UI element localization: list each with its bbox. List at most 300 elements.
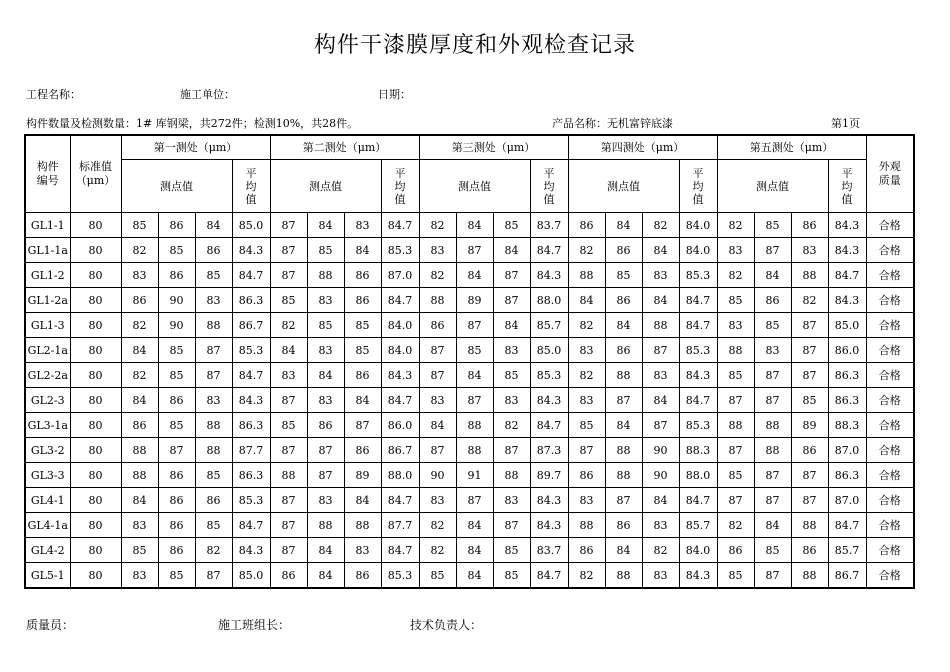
average-value-cell: 84.3 bbox=[530, 488, 568, 513]
table-row bbox=[25, 388, 914, 413]
appearance-quality-cell: 合格 bbox=[866, 313, 914, 338]
point-value-cell: 88 bbox=[605, 438, 642, 463]
point-value-cell: 82 bbox=[121, 363, 158, 388]
point-value-cell: 83 bbox=[195, 388, 232, 413]
average-value-cell: 84.7 bbox=[381, 388, 419, 413]
construction-unit-label: 施工单位： bbox=[180, 88, 235, 101]
point-value-cell: 87 bbox=[605, 388, 642, 413]
point-value-cell: 87 bbox=[754, 363, 791, 388]
point-value-cell: 85 bbox=[754, 538, 791, 563]
average-value-cell: 86.7 bbox=[232, 313, 270, 338]
point-value-cell: 83 bbox=[307, 388, 344, 413]
point-value-cell: 88 bbox=[717, 338, 754, 363]
point-value-cell: 83 bbox=[307, 288, 344, 313]
appearance-quality-cell: 合格 bbox=[866, 238, 914, 263]
appearance-quality-cell: 合格 bbox=[866, 488, 914, 513]
point-value-cell: 87 bbox=[419, 363, 456, 388]
average-value-cell: 86.3 bbox=[232, 288, 270, 313]
point-value-cell: 87 bbox=[270, 538, 307, 563]
average-value-cell: 86.3 bbox=[828, 363, 866, 388]
point-value-cell: 86 bbox=[754, 288, 791, 313]
point-value-cell: 84 bbox=[307, 213, 344, 238]
header-points-2: 测点值 bbox=[270, 160, 381, 213]
point-value-cell: 87 bbox=[493, 263, 530, 288]
point-value-cell: 85 bbox=[307, 238, 344, 263]
point-value-cell: 83 bbox=[642, 513, 679, 538]
point-value-cell: 87 bbox=[717, 438, 754, 463]
point-value-cell: 87 bbox=[307, 463, 344, 488]
appearance-quality-cell: 合格 bbox=[866, 563, 914, 589]
average-value-cell: 88.3 bbox=[679, 438, 717, 463]
point-value-cell: 85 bbox=[195, 263, 232, 288]
point-value-cell: 82 bbox=[195, 538, 232, 563]
point-value-cell: 86 bbox=[121, 288, 158, 313]
table-row bbox=[25, 463, 914, 488]
member-id-cell: GL1-2a bbox=[25, 288, 70, 313]
point-value-cell: 87 bbox=[158, 438, 195, 463]
point-value-cell: 87 bbox=[754, 463, 791, 488]
point-value-cell: 85 bbox=[493, 213, 530, 238]
point-value-cell: 83 bbox=[754, 338, 791, 363]
standard-value-cell: 80 bbox=[70, 238, 121, 263]
appearance-quality-cell: 合格 bbox=[866, 213, 914, 238]
point-value-cell: 83 bbox=[121, 563, 158, 589]
average-value-cell: 84.7 bbox=[381, 288, 419, 313]
point-value-cell: 87 bbox=[270, 513, 307, 538]
point-value-cell: 87 bbox=[270, 488, 307, 513]
average-value-cell: 87.0 bbox=[828, 488, 866, 513]
point-value-cell: 87 bbox=[568, 438, 605, 463]
member-id-cell: GL3-1a bbox=[25, 413, 70, 438]
average-value-cell: 85.7 bbox=[679, 513, 717, 538]
average-value-cell: 86.0 bbox=[828, 338, 866, 363]
point-value-cell: 84 bbox=[642, 288, 679, 313]
point-value-cell: 88 bbox=[121, 463, 158, 488]
average-value-cell: 84.7 bbox=[679, 288, 717, 313]
inspection-table bbox=[24, 134, 915, 589]
point-value-cell: 88 bbox=[568, 513, 605, 538]
point-value-cell: 85 bbox=[195, 463, 232, 488]
average-value-cell: 84.7 bbox=[381, 213, 419, 238]
point-value-cell: 85 bbox=[493, 363, 530, 388]
appearance-quality-cell: 合格 bbox=[866, 263, 914, 288]
header-group-5: 第五测处（μm） bbox=[717, 135, 866, 160]
point-value-cell: 88 bbox=[195, 313, 232, 338]
point-value-cell: 84 bbox=[642, 388, 679, 413]
average-value-cell: 84.3 bbox=[828, 213, 866, 238]
point-value-cell: 83 bbox=[195, 288, 232, 313]
point-value-cell: 86 bbox=[791, 438, 828, 463]
standard-value-cell: 80 bbox=[70, 213, 121, 238]
table-row bbox=[25, 263, 914, 288]
average-value-cell: 86.0 bbox=[381, 413, 419, 438]
point-value-cell: 86 bbox=[717, 538, 754, 563]
average-value-cell: 85.0 bbox=[232, 213, 270, 238]
point-value-cell: 87 bbox=[195, 363, 232, 388]
point-value-cell: 87 bbox=[270, 388, 307, 413]
point-value-cell: 83 bbox=[270, 363, 307, 388]
average-value-cell: 84.3 bbox=[381, 363, 419, 388]
point-value-cell: 85 bbox=[754, 313, 791, 338]
point-value-cell: 87 bbox=[754, 388, 791, 413]
appearance-quality-cell: 合格 bbox=[866, 338, 914, 363]
average-value-cell: 85.3 bbox=[679, 338, 717, 363]
point-value-cell: 83 bbox=[717, 313, 754, 338]
point-value-cell: 84 bbox=[307, 563, 344, 589]
point-value-cell: 84 bbox=[307, 538, 344, 563]
standard-value-cell: 80 bbox=[70, 263, 121, 288]
point-value-cell: 85 bbox=[270, 413, 307, 438]
point-value-cell: 86 bbox=[121, 413, 158, 438]
average-value-cell: 86.3 bbox=[828, 388, 866, 413]
member-id-cell: GL4-1 bbox=[25, 488, 70, 513]
member-id-cell: GL1-1a bbox=[25, 238, 70, 263]
table-row bbox=[25, 513, 914, 538]
average-value-cell: 87.0 bbox=[381, 263, 419, 288]
point-value-cell: 83 bbox=[419, 488, 456, 513]
point-value-cell: 85 bbox=[344, 313, 381, 338]
average-value-cell: 84.7 bbox=[828, 263, 866, 288]
standard-value-cell: 80 bbox=[70, 538, 121, 563]
appearance-quality-cell: 合格 bbox=[866, 363, 914, 388]
point-value-cell: 86 bbox=[270, 563, 307, 589]
average-value-cell: 84.7 bbox=[232, 263, 270, 288]
appearance-quality-cell: 合格 bbox=[866, 463, 914, 488]
product-name: 产品名称：无机富锌底漆 bbox=[552, 117, 673, 130]
point-value-cell: 88 bbox=[605, 463, 642, 488]
point-value-cell: 85 bbox=[717, 563, 754, 589]
point-value-cell: 85 bbox=[158, 238, 195, 263]
standard-value-cell: 80 bbox=[70, 388, 121, 413]
point-value-cell: 88 bbox=[307, 263, 344, 288]
point-value-cell: 86 bbox=[195, 488, 232, 513]
average-value-cell: 84.7 bbox=[679, 313, 717, 338]
average-value-cell: 84.3 bbox=[232, 388, 270, 413]
table-row bbox=[25, 213, 914, 238]
point-value-cell: 86 bbox=[344, 288, 381, 313]
point-value-cell: 87 bbox=[754, 238, 791, 263]
average-value-cell: 84.3 bbox=[679, 563, 717, 589]
point-value-cell: 86 bbox=[307, 413, 344, 438]
standard-value-cell: 80 bbox=[70, 513, 121, 538]
header-avg-5: 平均值 bbox=[828, 160, 866, 213]
page-title: 构件干漆膜厚度和外观检查记录 bbox=[313, 33, 636, 58]
point-value-cell: 85 bbox=[717, 463, 754, 488]
average-value-cell: 85.3 bbox=[530, 363, 568, 388]
point-value-cell: 90 bbox=[158, 288, 195, 313]
member-id-cell: GL2-1a bbox=[25, 338, 70, 363]
point-value-cell: 87 bbox=[419, 338, 456, 363]
average-value-cell: 84.3 bbox=[530, 263, 568, 288]
header-avg-2: 平均值 bbox=[381, 160, 419, 213]
point-value-cell: 87 bbox=[791, 338, 828, 363]
point-value-cell: 82 bbox=[791, 288, 828, 313]
average-value-cell: 87.3 bbox=[530, 438, 568, 463]
average-value-cell: 86.3 bbox=[232, 413, 270, 438]
table-row bbox=[25, 488, 914, 513]
member-id-cell: GL2-3 bbox=[25, 388, 70, 413]
point-value-cell: 88 bbox=[419, 288, 456, 313]
average-value-cell: 85.7 bbox=[530, 313, 568, 338]
point-value-cell: 88 bbox=[754, 438, 791, 463]
standard-value-cell: 80 bbox=[70, 288, 121, 313]
point-value-cell: 87 bbox=[791, 463, 828, 488]
point-value-cell: 82 bbox=[717, 513, 754, 538]
member-id-cell: GL1-3 bbox=[25, 313, 70, 338]
appearance-quality-cell: 合格 bbox=[866, 288, 914, 313]
point-value-cell: 85 bbox=[158, 363, 195, 388]
point-value-cell: 84 bbox=[456, 538, 493, 563]
average-value-cell: 83.7 bbox=[530, 213, 568, 238]
point-value-cell: 84 bbox=[344, 388, 381, 413]
point-value-cell: 82 bbox=[642, 213, 679, 238]
point-value-cell: 82 bbox=[121, 313, 158, 338]
point-value-cell: 88 bbox=[344, 513, 381, 538]
point-value-cell: 88 bbox=[642, 313, 679, 338]
table-row bbox=[25, 338, 914, 363]
point-value-cell: 84 bbox=[419, 413, 456, 438]
point-value-cell: 83 bbox=[568, 488, 605, 513]
point-value-cell: 85 bbox=[605, 263, 642, 288]
point-value-cell: 91 bbox=[456, 463, 493, 488]
point-value-cell: 83 bbox=[642, 363, 679, 388]
member-id-cell: GL3-3 bbox=[25, 463, 70, 488]
average-value-cell: 85.0 bbox=[828, 313, 866, 338]
point-value-cell: 82 bbox=[419, 213, 456, 238]
average-value-cell: 84.7 bbox=[381, 488, 419, 513]
header-points-4: 测点值 bbox=[568, 160, 679, 213]
point-value-cell: 86 bbox=[158, 488, 195, 513]
date-label: 日期： bbox=[378, 88, 411, 101]
point-value-cell: 88 bbox=[568, 263, 605, 288]
point-value-cell: 85 bbox=[121, 538, 158, 563]
point-value-cell: 87 bbox=[270, 263, 307, 288]
point-value-cell: 86 bbox=[195, 238, 232, 263]
average-value-cell: 84.3 bbox=[679, 363, 717, 388]
point-value-cell: 88 bbox=[270, 463, 307, 488]
point-value-cell: 90 bbox=[642, 463, 679, 488]
point-value-cell: 85 bbox=[754, 213, 791, 238]
point-value-cell: 87 bbox=[791, 313, 828, 338]
point-value-cell: 83 bbox=[344, 213, 381, 238]
tech-lead-label: 技术负责人： bbox=[410, 618, 483, 632]
point-value-cell: 86 bbox=[158, 463, 195, 488]
point-value-cell: 87 bbox=[493, 513, 530, 538]
member-id-cell: GL4-1a bbox=[25, 513, 70, 538]
average-value-cell: 86.3 bbox=[828, 463, 866, 488]
point-value-cell: 85 bbox=[158, 413, 195, 438]
point-value-cell: 85 bbox=[158, 563, 195, 589]
average-value-cell: 84.7 bbox=[232, 513, 270, 538]
point-value-cell: 84 bbox=[754, 513, 791, 538]
member-id-cell: GL4-2 bbox=[25, 538, 70, 563]
header-points-1: 测点值 bbox=[121, 160, 232, 213]
point-value-cell: 82 bbox=[270, 313, 307, 338]
point-value-cell: 87 bbox=[717, 388, 754, 413]
average-value-cell: 85.0 bbox=[530, 338, 568, 363]
table-row bbox=[25, 438, 914, 463]
table-row bbox=[25, 288, 914, 313]
point-value-cell: 86 bbox=[419, 313, 456, 338]
point-value-cell: 84 bbox=[754, 263, 791, 288]
point-value-cell: 85 bbox=[568, 413, 605, 438]
point-value-cell: 84 bbox=[456, 363, 493, 388]
point-value-cell: 86 bbox=[791, 538, 828, 563]
point-value-cell: 84 bbox=[121, 388, 158, 413]
point-value-cell: 87 bbox=[717, 488, 754, 513]
point-value-cell: 82 bbox=[419, 513, 456, 538]
average-value-cell: 85.3 bbox=[679, 413, 717, 438]
point-value-cell: 84 bbox=[307, 363, 344, 388]
average-value-cell: 84.7 bbox=[530, 563, 568, 589]
average-value-cell: 87.0 bbox=[828, 438, 866, 463]
header-group-3: 第三测处（μm） bbox=[419, 135, 568, 160]
member-id-cell: GL2-2a bbox=[25, 363, 70, 388]
appearance-quality-cell: 合格 bbox=[866, 388, 914, 413]
header-points-5: 测点值 bbox=[717, 160, 828, 213]
point-value-cell: 87 bbox=[456, 313, 493, 338]
average-value-cell: 87.7 bbox=[381, 513, 419, 538]
point-value-cell: 89 bbox=[791, 413, 828, 438]
average-value-cell: 88.3 bbox=[828, 413, 866, 438]
standard-value-cell: 80 bbox=[70, 438, 121, 463]
point-value-cell: 84 bbox=[344, 238, 381, 263]
point-value-cell: 87 bbox=[493, 438, 530, 463]
header-appearance: 外观质量 bbox=[866, 135, 914, 213]
point-value-cell: 87 bbox=[344, 413, 381, 438]
average-value-cell: 84.3 bbox=[530, 513, 568, 538]
point-value-cell: 87 bbox=[456, 488, 493, 513]
point-value-cell: 87 bbox=[605, 488, 642, 513]
point-value-cell: 88 bbox=[456, 438, 493, 463]
point-value-cell: 86 bbox=[158, 213, 195, 238]
point-value-cell: 88 bbox=[717, 413, 754, 438]
point-value-cell: 83 bbox=[493, 488, 530, 513]
point-value-cell: 88 bbox=[195, 438, 232, 463]
average-value-cell: 85.3 bbox=[232, 488, 270, 513]
point-value-cell: 87 bbox=[642, 338, 679, 363]
point-value-cell: 82 bbox=[717, 263, 754, 288]
average-value-cell: 84.3 bbox=[232, 538, 270, 563]
average-value-cell: 84.3 bbox=[828, 238, 866, 263]
point-value-cell: 86 bbox=[158, 513, 195, 538]
point-value-cell: 88 bbox=[605, 563, 642, 589]
point-value-cell: 84 bbox=[605, 313, 642, 338]
point-value-cell: 86 bbox=[568, 213, 605, 238]
point-value-cell: 84 bbox=[493, 313, 530, 338]
point-value-cell: 86 bbox=[158, 538, 195, 563]
average-value-cell: 84.3 bbox=[232, 238, 270, 263]
point-value-cell: 85 bbox=[717, 288, 754, 313]
point-value-cell: 87 bbox=[195, 563, 232, 589]
point-value-cell: 84 bbox=[270, 338, 307, 363]
standard-value-cell: 80 bbox=[70, 563, 121, 589]
point-value-cell: 84 bbox=[642, 238, 679, 263]
average-value-cell: 86.3 bbox=[232, 463, 270, 488]
average-value-cell: 88.0 bbox=[530, 288, 568, 313]
average-value-cell: 85.3 bbox=[381, 563, 419, 589]
point-value-cell: 82 bbox=[121, 238, 158, 263]
standard-value-cell: 80 bbox=[70, 363, 121, 388]
point-value-cell: 85 bbox=[419, 563, 456, 589]
point-value-cell: 84 bbox=[121, 488, 158, 513]
point-value-cell: 82 bbox=[493, 413, 530, 438]
header-group-2: 第二测处（μm） bbox=[270, 135, 419, 160]
header-group-1: 第一测处（μm） bbox=[121, 135, 270, 160]
point-value-cell: 84 bbox=[493, 238, 530, 263]
point-value-cell: 85 bbox=[307, 313, 344, 338]
point-value-cell: 83 bbox=[307, 338, 344, 363]
point-value-cell: 84 bbox=[121, 338, 158, 363]
point-value-cell: 83 bbox=[493, 388, 530, 413]
point-value-cell: 88 bbox=[791, 263, 828, 288]
header-member-no: 构件编号 bbox=[25, 135, 70, 213]
point-value-cell: 88 bbox=[605, 363, 642, 388]
average-value-cell: 84.3 bbox=[530, 388, 568, 413]
point-value-cell: 87 bbox=[270, 238, 307, 263]
point-value-cell: 85 bbox=[344, 338, 381, 363]
average-value-cell: 84.7 bbox=[381, 538, 419, 563]
average-value-cell: 84.0 bbox=[679, 538, 717, 563]
header-avg-1: 平均值 bbox=[232, 160, 270, 213]
average-value-cell: 84.7 bbox=[530, 413, 568, 438]
point-value-cell: 88 bbox=[493, 463, 530, 488]
point-value-cell: 87 bbox=[270, 438, 307, 463]
table-row bbox=[25, 413, 914, 438]
average-value-cell: 84.7 bbox=[232, 363, 270, 388]
point-value-cell: 84 bbox=[456, 513, 493, 538]
point-value-cell: 87 bbox=[754, 563, 791, 589]
point-value-cell: 87 bbox=[307, 438, 344, 463]
point-value-cell: 82 bbox=[717, 213, 754, 238]
point-value-cell: 87 bbox=[791, 363, 828, 388]
average-value-cell: 86.7 bbox=[381, 438, 419, 463]
header-standard: 标准值（μm） bbox=[70, 135, 121, 213]
table-row bbox=[25, 363, 914, 388]
table-row bbox=[25, 313, 914, 338]
point-value-cell: 84 bbox=[605, 413, 642, 438]
point-value-cell: 83 bbox=[121, 263, 158, 288]
average-value-cell: 84.3 bbox=[828, 288, 866, 313]
average-value-cell: 84.7 bbox=[679, 388, 717, 413]
point-value-cell: 87 bbox=[791, 488, 828, 513]
point-value-cell: 83 bbox=[493, 338, 530, 363]
average-value-cell: 85.3 bbox=[679, 263, 717, 288]
point-value-cell: 87 bbox=[456, 388, 493, 413]
point-value-cell: 86 bbox=[344, 263, 381, 288]
project-name-label: 工程名称： bbox=[26, 88, 81, 101]
average-value-cell: 84.0 bbox=[679, 213, 717, 238]
point-value-cell: 86 bbox=[568, 463, 605, 488]
point-value-cell: 83 bbox=[568, 338, 605, 363]
point-value-cell: 82 bbox=[568, 363, 605, 388]
average-value-cell: 88.0 bbox=[381, 463, 419, 488]
point-value-cell: 89 bbox=[456, 288, 493, 313]
point-value-cell: 86 bbox=[158, 263, 195, 288]
standard-value-cell: 80 bbox=[70, 413, 121, 438]
point-value-cell: 86 bbox=[605, 238, 642, 263]
point-value-cell: 88 bbox=[307, 513, 344, 538]
appearance-quality-cell: 合格 bbox=[866, 538, 914, 563]
table-row bbox=[25, 238, 914, 263]
point-value-cell: 84 bbox=[456, 563, 493, 589]
point-value-cell: 83 bbox=[419, 238, 456, 263]
point-value-cell: 86 bbox=[791, 213, 828, 238]
point-value-cell: 85 bbox=[717, 363, 754, 388]
point-value-cell: 84 bbox=[456, 213, 493, 238]
point-value-cell: 85 bbox=[493, 538, 530, 563]
average-value-cell: 84.0 bbox=[381, 338, 419, 363]
